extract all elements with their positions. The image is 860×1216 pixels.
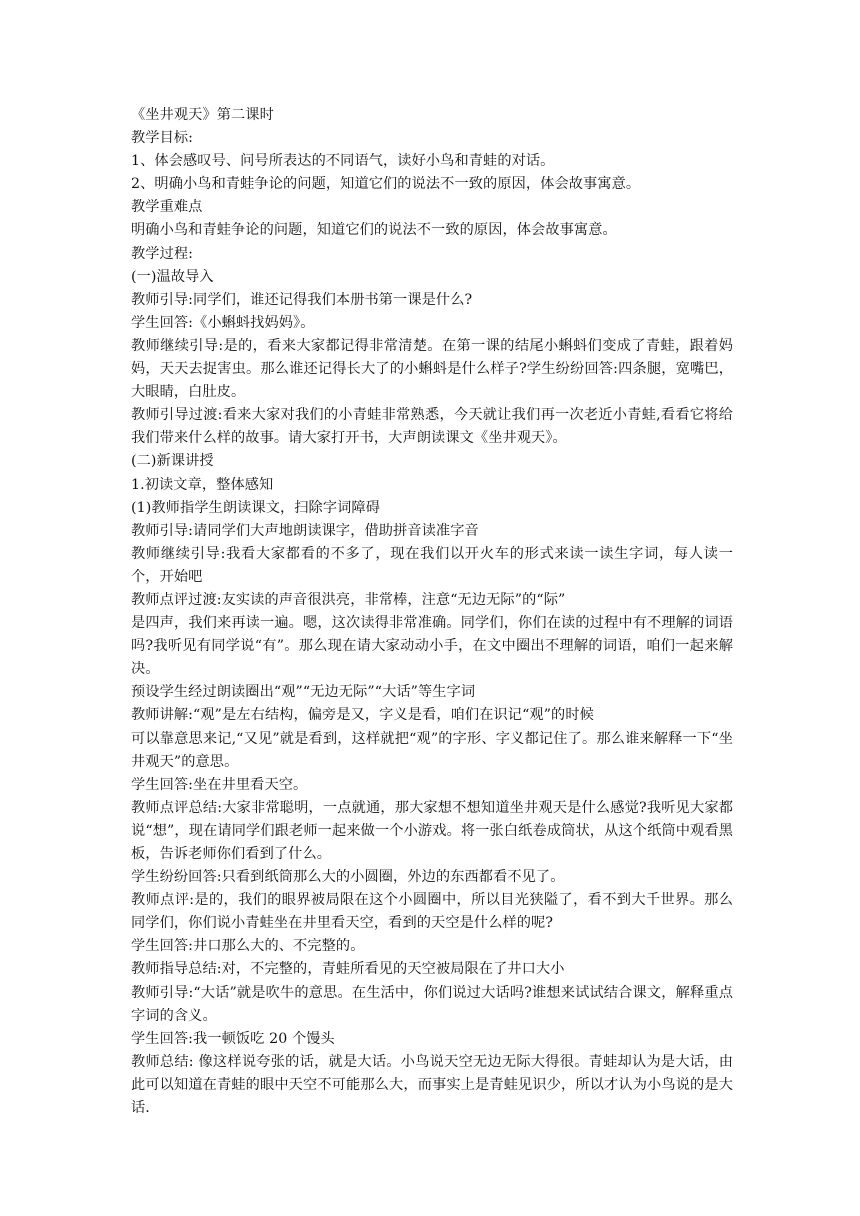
subsection-new-lesson: (二)新课讲授 [131, 453, 214, 470]
paragraph: 学生回答:《小蝌蚪找妈妈》。 [131, 314, 315, 331]
paragraph: 可以靠意思来记,“又见”就是看到，这样就把“观”的字形、字义都记住了。那么谁来解释一下“坐井观天”的意思。 [131, 730, 733, 770]
paragraph: 教师点评:是的，我们的眼界被局限在这个小圆圈中，所以目光狭隘了，看不到大千世界。那么同学们，你们说小青蛙坐在井里看天空，看到的天空是什么样的呢? [131, 892, 733, 932]
paragraph: 学生回答:坐在井里看天空。 [131, 776, 308, 793]
paragraph: 教师引导:同学们，谁还记得我们本册书第一课是什么? [131, 291, 473, 308]
paragraph: 教师引导过渡:看来大家对我们的小青蛙非常熟悉，今天就让我们再一次老近小青蛙,看看它将给我们带来什么样的故事。请大家打开书，大声朗读课文《坐井观天》。 [131, 407, 733, 447]
key-points-text: 明确小鸟和青蛙争论的问题，知道它们的说法不一致的原因，体会故事寓意。 [131, 222, 617, 239]
paragraph: 教师继续引导:是的，看来大家都记得非常清楚。在第一课的结尾小蝌蚪们变成了青蛙，跟着妈妈，天天去捉害虫。那么谁还记得长大了的小蝌蚪是什么样子?学生纷纷回答:四条腿，宽嘴巴，大眼睛，白肚皮。 [131, 337, 733, 401]
paragraph: 教师引导:“大话”就是吹牛的意思。在生活中，你们说过大话吗?谁想来试试结合课文，解释重点字词的含义。 [131, 984, 733, 1024]
lesson-plan-text [131, 104, 733, 1120]
paragraph: 是四声，我们来再读一遍。嗯，这次读得非常准确。同学们，你们在读的过程中有不理解的词语吗?我听见有同学说“有”。那么现在请大家动动小手，在文中圈出不理解的词语，咱们一起来解决。 [131, 615, 733, 678]
section-heading-goals: 教学目标: [131, 130, 194, 147]
subsection-review-intro: (一)温故导入 [131, 268, 214, 285]
paragraph: 教师指导总结:对，不完整的，青蛙所看见的天空被局限在了井口大小 [131, 961, 565, 978]
paragraph: 教师讲解:“观”是左右结构，偏旁是又，字义是看，咱们在识记“观”的时候 [131, 707, 594, 724]
paragraph: 学生回答:井口那么大的、不完整的。 [131, 938, 365, 955]
section-heading-process: 教学过程: [131, 245, 194, 262]
paragraph: 预设学生经过朗读圈出“观”“无边无际”“大话”等生字词 [131, 684, 476, 701]
section-heading-key-points: 教学重难点 [131, 199, 203, 216]
goal-item-1: 1、体会感叹号、问号所表达的不同语气，读好小鸟和青蛙的对话。 [131, 153, 555, 170]
lesson-title: 《坐井观天》第二课时 [131, 107, 274, 123]
goal-item-2: 2、明确小鸟和青蛙争论的问题，知道它们的说法不一致的原因，体会故事寓意。 [131, 176, 641, 193]
paragraph: 学生回答:我一顿饭吃 20 个馒头 [131, 1030, 335, 1047]
step-subheading: (1)教师指学生朗读课文，扫除字词障碍 [131, 499, 380, 516]
step-heading: 1.初读文章，整体感知 [131, 476, 274, 493]
paragraph: 教师点评过渡:友实读的声音很洪亮，非常棒，注意“无边无际”的“际” [131, 591, 566, 608]
paragraph: 教师继续引导:我看大家都看的不多了，现在我们以开火车的形式来读一读生字词，每人读一个，开始吧 [131, 545, 733, 585]
paragraph: 教师点评总结:大家非常聪明，一点就通，那大家想不想知道坐井观天是什么感觉?我听见大家都说“想”，现在请同学们跟老师一起来做一个小游戏。将一张白纸卷成筒状，从这个纸筒中观看黑板，告诉老师你们看到了什么。 [131, 799, 733, 862]
paragraph: 教师总结: 像这样说夸张的话，就是大话。小鸟说天空无边无际大得很。青蛙却认为是大话，由此可以知道在青蛙的眼中天空不可能那么大，而事实上是青蛙见识少，所以才认为小鸟说的是大话. [131, 1053, 733, 1117]
paragraph: 学生纷纷回答:只看到纸筒那么大的小圆圈，外边的东西都看不见了。 [131, 869, 565, 886]
paragraph: 教师引导:请同学们大声地朗读课字，借助拼音读准字音 [131, 522, 479, 539]
